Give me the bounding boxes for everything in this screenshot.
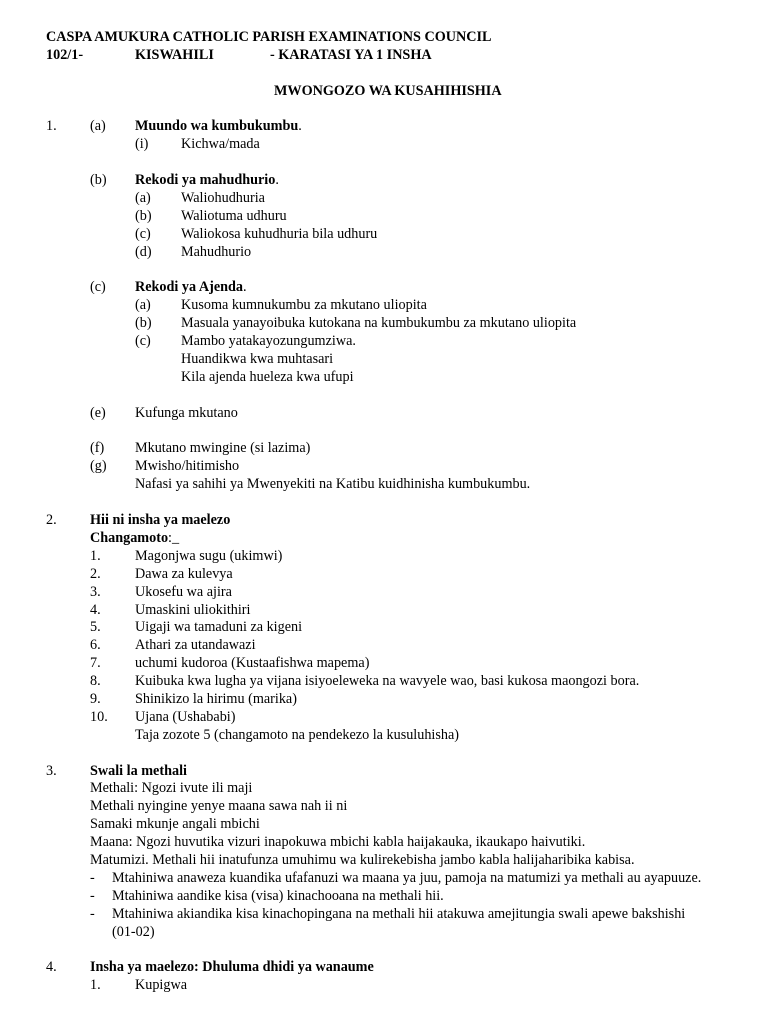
- q2-title: Hii ni insha ya maelezo: [90, 512, 231, 529]
- q1-number: 1.: [46, 118, 57, 135]
- q2-heading: [46, 512, 746, 530]
- list-item: [46, 208, 746, 226]
- bullet-item: [46, 870, 746, 888]
- bullet-text: (01-02): [112, 923, 155, 940]
- q1-b-title: Rekodi ya mahudhurio: [135, 172, 276, 189]
- list-item: [46, 136, 746, 154]
- q2-subtitle-suffix: :_: [168, 529, 180, 546]
- document-page: [46, 29, 746, 995]
- q3-line: [46, 834, 746, 852]
- list-item: [46, 548, 746, 566]
- list-item-continuation: [46, 369, 746, 387]
- q1-c-heading: (c) Rekodi ya Ajenda.: [90, 279, 247, 296]
- subject-name: KISWAHILI: [135, 46, 214, 63]
- bullet-item: [46, 906, 746, 924]
- item-text: Ukosefu wa ajira: [135, 583, 232, 600]
- item-text: Waliokosa kuhudhuria bila udhuru: [181, 225, 378, 242]
- q3-line: [46, 852, 746, 870]
- bullet-item: [46, 888, 746, 906]
- bullet-text: Mtahiniwa anaweza kuandika ufafanuzi wa maana ya juu, pamoja na matumizi ya methali au ayapuuze.: [112, 869, 702, 886]
- item-text: Kusoma kumnukumbu za mkutano uliopita: [181, 297, 427, 314]
- q3-text: Maana: Ngozi huvutika vizuri inapokuwa mbichi kabla haijakauka, ikaukapo haivutiki.: [90, 834, 586, 851]
- header-line-1: [46, 29, 746, 47]
- list-item: [46, 691, 746, 709]
- item-number: 2.: [90, 565, 101, 582]
- item-number: 10.: [90, 708, 108, 725]
- item-text: Magonjwa sugu (ukimwi): [135, 547, 283, 564]
- q1-c-title: Rekodi ya Ajenda: [135, 279, 243, 296]
- list-item: [46, 655, 746, 673]
- item-number: 9.: [90, 690, 101, 707]
- q3-line: [46, 798, 746, 816]
- item-text: Uigaji wa tamaduni za kigeni: [135, 619, 303, 636]
- list-item: [46, 619, 746, 637]
- q2-note-line: [46, 727, 746, 745]
- q1-g-text: Mwisho/hitimisho: [135, 458, 240, 475]
- list-item: [46, 190, 746, 208]
- item-text: Huandikwa kwa muhtasari: [181, 351, 334, 368]
- item-label: (i): [135, 136, 149, 153]
- bullet-continuation: [46, 924, 746, 942]
- paper-code: 102/1-: [46, 46, 84, 63]
- list-item: [46, 673, 746, 691]
- q3-text: Matumizi. Methali hii inatufunza umuhimu wa kulirekebisha jambo kabla halijaharibika kabisa.: [90, 851, 635, 868]
- q2-subtitle-line: [46, 530, 746, 548]
- q3-title: Swali la methali: [90, 762, 187, 779]
- q1-a-label: (a): [90, 118, 106, 135]
- q1-c-label: (c): [90, 279, 106, 296]
- item-label: (b): [135, 315, 152, 332]
- list-item: [46, 637, 746, 655]
- item-text: Ujana (Ushababi): [135, 708, 236, 725]
- q1-e-text: Kufunga mkutano: [135, 404, 238, 421]
- q3-line: [46, 780, 746, 798]
- q1-g-extra-text: Nafasi ya sahihi ya Mwenyekiti na Katibu kuidhinisha kumbukumbu.: [135, 476, 531, 493]
- q1-b-heading: (b) Rekodi ya mahudhurio.: [90, 172, 279, 189]
- item-label: (a): [135, 190, 151, 207]
- item-label: (b): [135, 207, 152, 224]
- item-text: Kichwa/mada: [181, 136, 260, 153]
- q1-f-line: [46, 440, 746, 458]
- item-text: Mambo yatakayozungumziwa.: [181, 333, 356, 350]
- q3-line: [46, 816, 746, 834]
- item-number: 4.: [90, 601, 101, 618]
- q1-f-text: Mkutano mwingine (si lazima): [135, 440, 311, 457]
- q3-text: Methali nyingine yenye maana sawa nah ii ni: [90, 798, 348, 815]
- q1-g-label: (g): [90, 458, 107, 475]
- bullet-mark: -: [90, 887, 95, 904]
- list-item: [46, 333, 746, 351]
- item-text: Athari za utandawazi: [135, 637, 256, 654]
- item-text: Umaskini uliokithiri: [135, 601, 251, 618]
- list-item: [46, 226, 746, 244]
- list-item: [46, 709, 746, 727]
- q3-number: 3.: [46, 762, 57, 779]
- item-label: (c): [135, 333, 151, 350]
- item-text: Kila ajenda hueleza kwa ufupi: [181, 368, 354, 385]
- list-item-continuation: [46, 351, 746, 369]
- item-text: Waliotuma udhuru: [181, 207, 287, 224]
- list-item: [46, 297, 746, 315]
- item-text: Kupigwa: [135, 977, 188, 994]
- q4-title: Insha ya maelezo: Dhuluma dhidi ya wanaume: [90, 959, 374, 976]
- q3-text: Samaki mkunje angali mbichi: [90, 816, 260, 833]
- q3-text: Methali: Ngozi ivute ili maji: [90, 780, 253, 797]
- q1-f-label: (f): [90, 440, 105, 457]
- q2-subtitle: Changamoto: [90, 529, 169, 546]
- q4-heading: [46, 959, 746, 977]
- q2-number: 2.: [46, 512, 57, 529]
- list-item: [46, 584, 746, 602]
- q1-g-line: [46, 458, 746, 476]
- page-title: MWONGOZO WA KUSAHIHISHIA: [274, 82, 502, 99]
- item-text: Dawa za kulevya: [135, 565, 233, 582]
- q1-e-label: (e): [90, 404, 106, 421]
- item-label: (a): [135, 297, 151, 314]
- item-number: 8.: [90, 673, 101, 690]
- item-text: Waliohudhuria: [181, 190, 265, 207]
- q4-number: 4.: [46, 959, 57, 976]
- q3-heading: [46, 763, 746, 781]
- q1-b-label: (b): [90, 172, 107, 189]
- list-item: [46, 977, 746, 995]
- item-label: (d): [135, 243, 152, 260]
- q1-a-heading: 1. (a) Muundo wa kumbukumbu.: [46, 118, 302, 135]
- bullet-mark: -: [90, 869, 95, 886]
- item-number: 5.: [90, 619, 101, 636]
- list-item: [46, 566, 746, 584]
- item-text: Mahudhurio: [181, 243, 252, 260]
- item-number: 3.: [90, 583, 101, 600]
- item-number: 7.: [90, 655, 101, 672]
- item-text: uchumi kudoroa (Kustaafishwa mapema): [135, 655, 370, 672]
- title-line: [46, 83, 746, 101]
- q1-a-title: Muundo wa kumbukumbu: [135, 118, 299, 135]
- council-name: CASPA AMUKURA CATHOLIC PARISH EXAMINATIONS COUNCIL: [46, 29, 492, 45]
- q1-e-line: [46, 405, 746, 423]
- list-item: [46, 244, 746, 262]
- item-text: Masuala yanayoibuka kutokana na kumbukumbu za mkutano uliopita: [181, 315, 577, 332]
- bullet-text: Mtahiniwa akiandika kisa kinachopingana na methali hii atakuwa amejitungia swali apewe bakshishi: [112, 905, 686, 922]
- list-item: [46, 315, 746, 333]
- item-text: Shinikizo la hirimu (marika): [135, 690, 297, 707]
- bullet-text: Mtahiniwa aandike kisa (visa) kinachooana na methali hii.: [112, 887, 444, 904]
- bullet-mark: -: [90, 905, 95, 922]
- item-number: 1.: [90, 547, 101, 564]
- item-label: (c): [135, 225, 151, 242]
- item-text: Kuibuka kwa lugha ya vijana isiyoeleweka na wavyele wao, basi kukosa maongozi bora.: [135, 673, 640, 690]
- q2-note: Taja zozote 5 (changamoto na pendekezo la kusuluhisha): [135, 726, 460, 743]
- q1-g-extra: [46, 476, 746, 494]
- list-item: [46, 602, 746, 620]
- item-number: 6.: [90, 637, 101, 654]
- item-number: 1.: [90, 977, 101, 994]
- header-line-2: [46, 47, 746, 65]
- paper-name: - KARATASI YA 1 INSHA: [270, 46, 432, 63]
